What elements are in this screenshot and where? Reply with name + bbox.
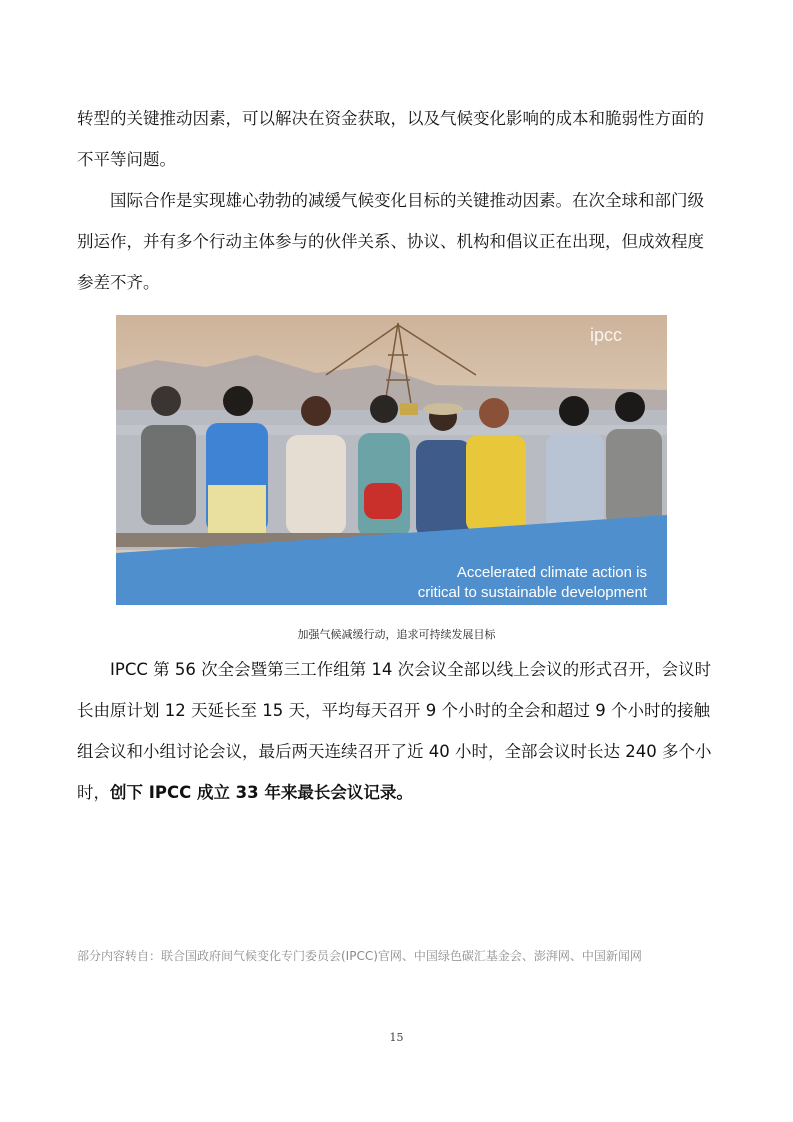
ipcc-logo: ipcc <box>590 325 623 345</box>
figure-caption: 加强气候减缓行动，追求可持续发展目标 <box>297 628 496 641</box>
figure-photo <box>116 315 667 605</box>
banner-line-1: Accelerated climate action is <box>456 564 647 581</box>
page-number: 15 <box>389 1031 404 1044</box>
banner-line-2: critical to sustainable development <box>417 584 647 601</box>
body-paragraph-2: 国际合作是实现雄心勃勃的减缓气候变化目标的关键推动因素。在次全球和部门级别运作，并有多个行动主体参与的伙伴关系、协议、机构和倡议正在出现，但成效程度参差不齐。 <box>77 191 704 292</box>
paragraph-3-bold-text: 创下 IPCC 成立 33 年来最长会议记录。 <box>110 783 413 802</box>
paragraph-3-text: IPCC 第 56 次全会暨第三工作组第 14 次会议全部以线上会议的形式召开，会议时长由原计划 12 天延长至 15 天，平均每天召开 9 个小时的全会和超过 9 个小时的接触组会议和小组讨论会议，最后两天连续召开了近 40 小时，全部会议时长达 240 多个小时， <box>77 660 712 802</box>
source-note: 部分内容转自：联合国政府间气候变化专门委员会(IPCC)官网、中国绿色碳汇基金会、澎湃网、中国新闻网 <box>77 949 642 963</box>
body-paragraph-1: 转型的关键推动因素，可以解决在资金获取，以及气候变化影响的成本和脆弱性方面的不平等问题。 <box>77 109 704 169</box>
body-paragraph-3 <box>77 649 717 813</box>
